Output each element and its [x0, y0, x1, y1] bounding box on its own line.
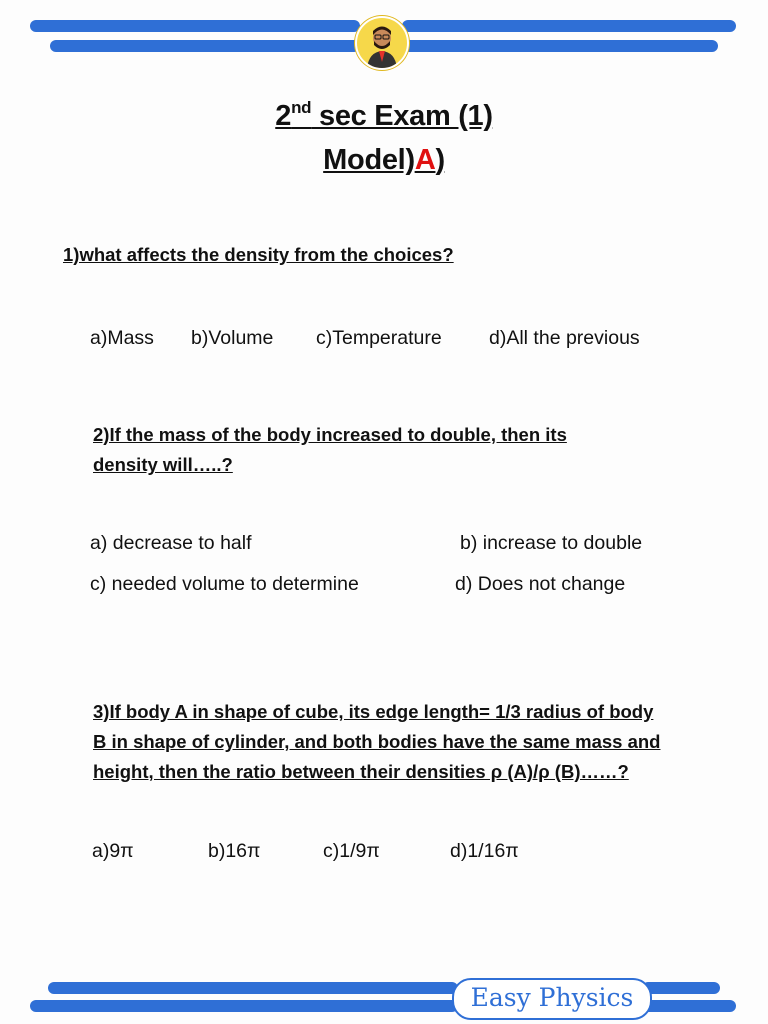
- exam-title: [0, 98, 768, 133]
- top-bar-lower-left: [50, 40, 360, 52]
- model-prefix: Model): [323, 144, 415, 176]
- q3-option-d: d)1/16π: [450, 840, 519, 862]
- q2-option-d: d) Does not change: [455, 573, 626, 595]
- model-suffix: ): [435, 144, 445, 176]
- bottom-bar-upper-right: [642, 982, 720, 994]
- q3-option-b: b)16π: [208, 840, 261, 862]
- q1-option-d: d)All the previous: [489, 327, 640, 349]
- avatar-logo: [355, 16, 409, 70]
- question-2-line-2: density will…..?: [93, 454, 233, 475]
- q1-option-c: c)Temperature: [316, 327, 442, 349]
- question-3: [93, 697, 660, 787]
- q3-option-c: c)1/9π: [323, 840, 380, 862]
- question-3-line-3: height, then the ratio between their densities ρ (A)/ρ (B)……?: [93, 761, 629, 782]
- question-2: [93, 420, 567, 480]
- teacher-avatar-icon: [357, 18, 407, 68]
- q2-option-b: b) increase to double: [460, 532, 643, 554]
- q2-option-c: c) needed volume to determine: [90, 573, 359, 595]
- title-superscript: nd: [291, 98, 312, 117]
- question-3-line-1: 3)If body A in shape of cube, its edge length= 1/3 radius of body: [93, 701, 654, 722]
- top-bar-upper-right: [402, 20, 736, 32]
- question-1: 1)what affects the density from the choices?: [63, 244, 454, 265]
- brand-logo: Easy Physics: [452, 978, 652, 1020]
- question-3-line-2: B in shape of cylinder, and both bodies have the same mass and: [93, 731, 661, 752]
- bottom-bar-upper-left: [48, 982, 458, 994]
- title-number: 2: [275, 100, 292, 132]
- bottom-bar-lower-right: [642, 1000, 736, 1012]
- title-rest: sec Exam (1): [311, 100, 493, 132]
- q3-option-a: a)9π: [92, 840, 134, 862]
- q1-option-a: a)Mass: [90, 327, 154, 349]
- q2-option-a: a) decrease to half: [90, 532, 252, 554]
- top-bar-lower-right: [402, 40, 718, 52]
- question-2-line-1: 2)If the mass of the body increased to double, then its: [93, 424, 567, 445]
- top-bar-upper-left: [30, 20, 360, 32]
- q1-option-b: b)Volume: [191, 327, 274, 349]
- bottom-bar-lower-left: [30, 1000, 458, 1012]
- model-title: [0, 144, 768, 177]
- model-letter: A: [414, 144, 436, 176]
